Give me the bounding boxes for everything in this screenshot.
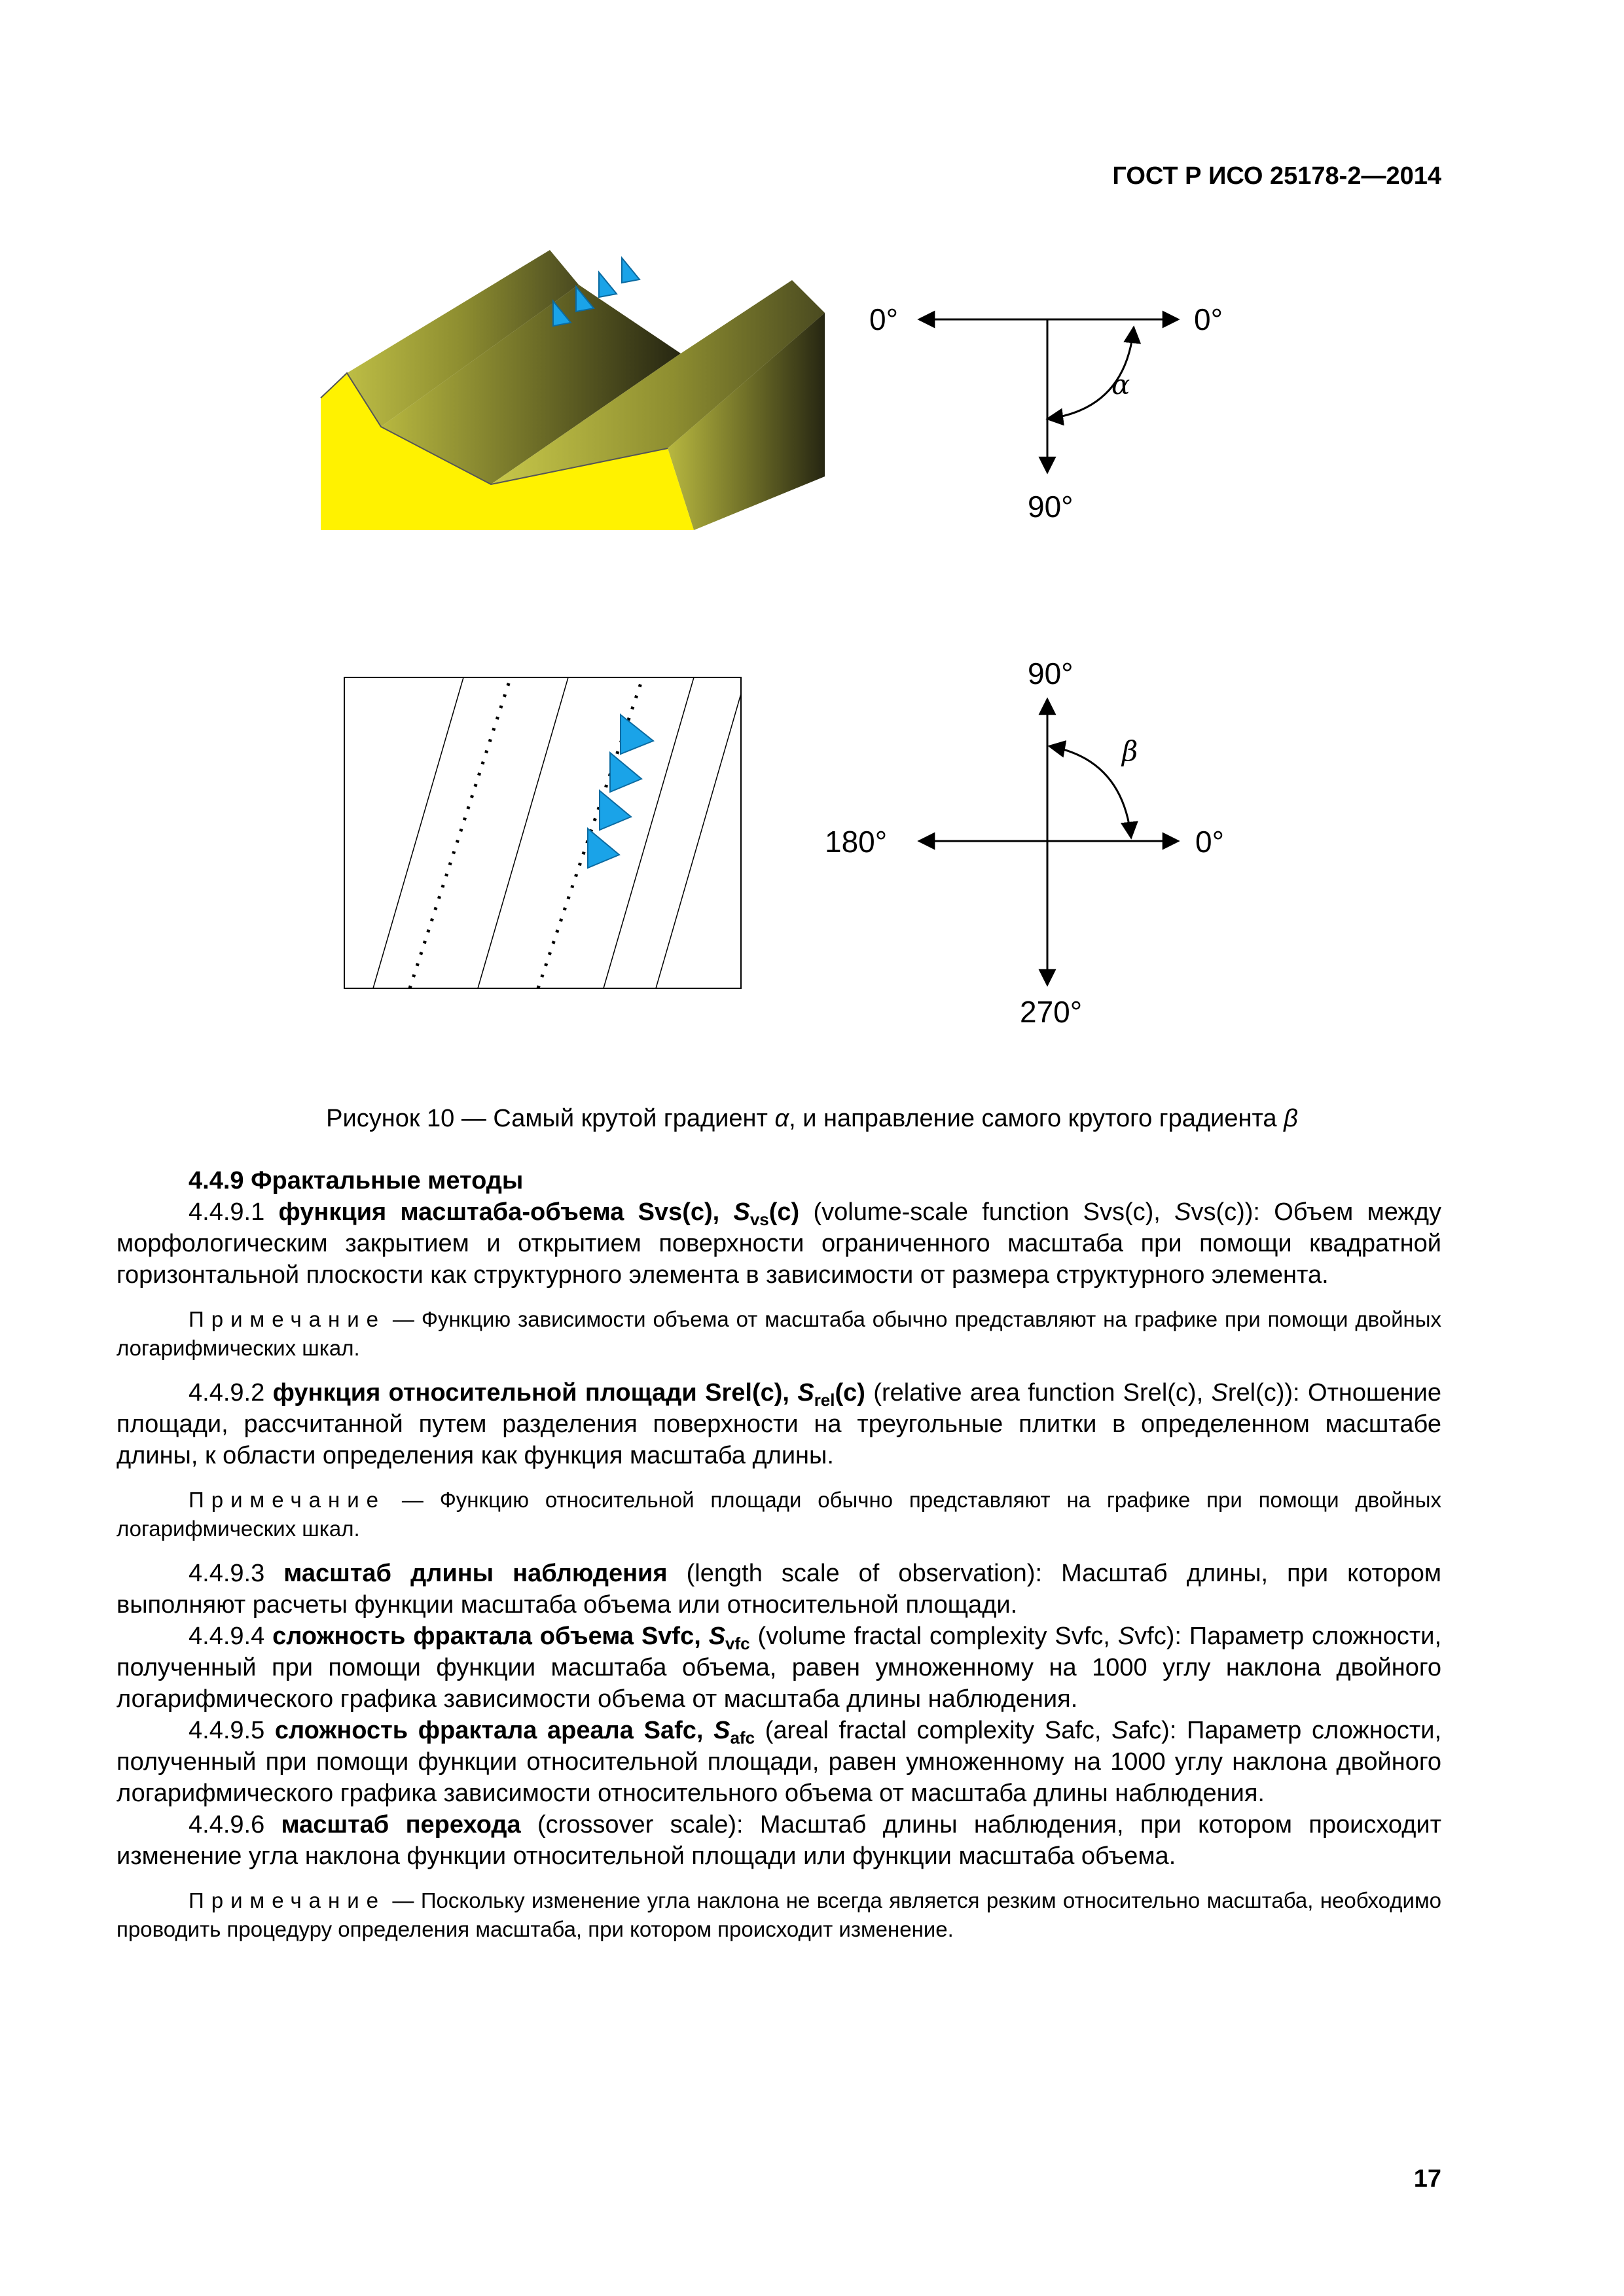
ridged-surface-illustration <box>321 250 825 530</box>
note-label: Примечание <box>189 1888 386 1912</box>
term-symbol: S <box>797 1379 814 1407</box>
steepest-gradient-triangle <box>599 272 617 297</box>
term-name: функция масштаба-объема Svs(c), <box>278 1198 734 1226</box>
figure-10-drawing <box>308 223 1257 1034</box>
note-label: Примечание <box>189 1488 386 1512</box>
document-code: ГОСТ Р ИСО 25178-2—2014 <box>1112 162 1441 190</box>
note-text: — Поскольку изменение угла наклона не всегда является резким относительно масштаба, необходимо проводить процедуру определения масштаба, при котором происходит изменение. <box>117 1888 1441 1941</box>
term-name: функция относительной площади Srel(c), <box>272 1379 798 1407</box>
term-symbol-subscript: rel <box>814 1390 835 1410</box>
term-4-4-9-5 <box>117 1715 1441 1809</box>
term-symbol-subscript: vfc <box>725 1634 750 1653</box>
plan-view-illustration <box>344 677 741 988</box>
term-4-4-9-1 <box>117 1196 1441 1291</box>
term-definition: (length scale of observation): Масштаб длины, при котором выполняют расчеты функции масштаба объема или относительной площади. <box>117 1560 1441 1619</box>
term-4-4-9-4 <box>117 1621 1441 1715</box>
term-english-symbol: S <box>1174 1198 1191 1226</box>
term-number: 4.4.9.3 <box>189 1560 284 1587</box>
note-text: — Функцию зависимости объема от масштаба обычно представляют на графике при помощи двойных логарифмических шкал. <box>117 1307 1441 1360</box>
term-english-symbol: S <box>1117 1623 1135 1650</box>
term-name: сложность фрактала ареала Safc, <box>274 1717 714 1744</box>
note-3 <box>117 1886 1441 1944</box>
term-symbol-subscript: vs <box>749 1210 769 1229</box>
term-english-1: (volume fractal complexity Svfc, <box>749 1623 1118 1650</box>
note-text: — Функцию относительной площади обычно представляют на графике при помощи двойных логарифмических шкал. <box>117 1488 1441 1541</box>
term-english-1: (relative area function Srel(c), <box>865 1379 1212 1407</box>
caption-beta: β <box>1284 1105 1298 1132</box>
term-number: 4.4.9.6 <box>189 1811 281 1839</box>
alpha-symbol: α <box>1111 368 1130 401</box>
term-number: 4.4.9.5 <box>189 1717 275 1744</box>
term-number: 4.4.9.2 <box>189 1379 273 1407</box>
note-1 <box>117 1305 1441 1363</box>
term-name: масштаб перехода <box>281 1811 521 1839</box>
page-number: 17 <box>1413 2165 1441 2193</box>
term-definition: (crossover scale): Масштаб длины наблюдения, при котором происходит изменение угла наклона функции относительной площади или функции масштаба объема. <box>117 1811 1441 1870</box>
beta-top-label: 90° <box>1028 656 1074 691</box>
steepest-gradient-triangle <box>622 258 640 283</box>
term-4-4-9-2 <box>117 1377 1441 1471</box>
alpha-right-label: 0° <box>1194 302 1223 336</box>
term-symbol-subscript: afc <box>730 1728 755 1748</box>
beta-right-label: 0° <box>1195 825 1224 859</box>
term-symbol-tail: (c) <box>835 1379 865 1407</box>
beta-left-label: 180° <box>825 825 888 859</box>
term-english-symbol: S <box>1111 1717 1128 1744</box>
term-definition: rel(c)): Отношение площади, рассчитанной путем разделения поверхности на треугольные плитки в определенном масштабе длины, к области определения как функция масштаба длины. <box>117 1379 1441 1469</box>
term-4-4-9-6 <box>117 1809 1441 1872</box>
note-label: Примечание <box>189 1307 386 1331</box>
term-symbol: S <box>733 1198 750 1226</box>
term-english-symbol: S <box>1211 1379 1228 1407</box>
term-name: сложность фрактала объема Svfc, <box>272 1623 709 1650</box>
term-english-1: (volume-scale function Svs(c), <box>799 1198 1175 1226</box>
figure-caption <box>0 1105 1624 1133</box>
alpha-bottom-label: 90° <box>1028 490 1074 524</box>
term-definition: afc): Параметр сложности, полученный при помощи функции относительной площади, равен умноженному на 1000 углу наклона двойного логарифмического графика зависимости относительного объема от масштаба длины наблюдения. <box>117 1717 1442 1807</box>
term-definition: vfc): Параметр сложности, полученный при помощи функции масштаба объема, равен умноженному на 1000 углу наклона двойного логарифмического графика зависимости объема от масштаба длины наблюдения. <box>117 1623 1442 1713</box>
term-number: 4.4.9.1 <box>189 1198 279 1226</box>
term-4-4-9-3 <box>117 1558 1441 1621</box>
figure-10 <box>308 223 1257 1034</box>
term-symbol-tail: (c) <box>768 1198 800 1226</box>
beta-bottom-label: 270° <box>1020 995 1083 1029</box>
term-english-1: (areal fractal complexity Safc, <box>755 1717 1112 1744</box>
section-heading: 4.4.9 Фрактальные методы <box>189 1167 524 1194</box>
section-4-4-9 <box>117 1165 1441 1958</box>
gradient-direction-beta-diagram <box>825 656 1224 1029</box>
gradient-alpha-diagram <box>869 302 1223 524</box>
caption-alpha: α <box>774 1105 789 1132</box>
note-2 <box>117 1486 1441 1543</box>
caption-prefix: Рисунок 10 — Самый крутой градиент <box>326 1105 775 1132</box>
term-number: 4.4.9.4 <box>189 1623 273 1650</box>
term-symbol: S <box>713 1717 731 1744</box>
caption-middle: , и направление самого крутого градиента <box>789 1105 1284 1132</box>
term-name: масштаб длины наблюдения <box>283 1560 668 1587</box>
alpha-left-label: 0° <box>869 302 898 336</box>
beta-symbol: β <box>1122 735 1138 767</box>
term-symbol: S <box>708 1623 726 1650</box>
term-definition: vs(c)): Объем между морфологическим закрытием и открытием поверхности ограниченного масштаба при помощи квадратной горизонтальной плоскости как структурного элемента в зависимости от размера структурного элемента. <box>117 1198 1441 1289</box>
